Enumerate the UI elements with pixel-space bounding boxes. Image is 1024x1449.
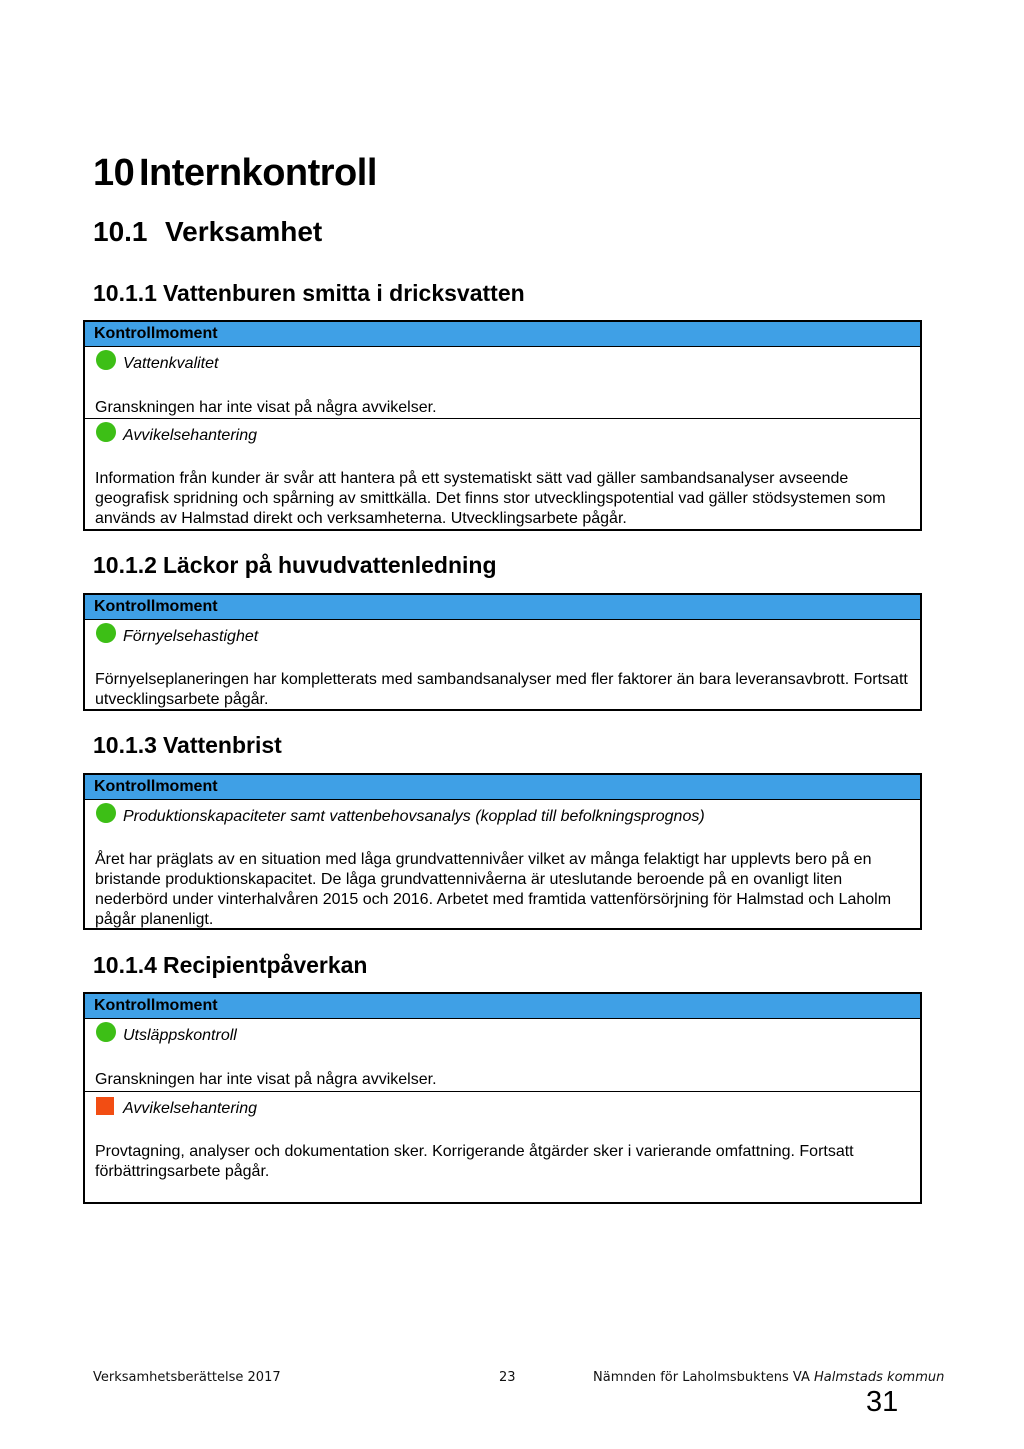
control-table <box>83 593 922 711</box>
row-title: Utsläppskontroll <box>123 1027 237 1044</box>
section-number: 10.1 <box>93 216 148 247</box>
table-row <box>85 620 920 710</box>
row-text: Året har präglats av en situation med låga grundvattennivåer vilket av många felaktigt har upplevts bero på en bristande produktionskapacitet. De låga grundvattennivåerna är uteslutande beroende på en ovanligt liten nederbörd under vinterhalvåren 2015 och 2016. Arbetet med framtida vattenförsörjning för Halmstad och Laholm pågår planenligt. <box>95 851 892 928</box>
row-title: Vattenkvalitet <box>123 355 219 372</box>
status-green-icon <box>96 422 116 442</box>
table-row <box>85 1091 920 1203</box>
subsection-title: Vattenbrist <box>162 732 282 758</box>
table-row <box>85 347 920 418</box>
chapter-number: 10 <box>93 152 135 194</box>
subsection-heading <box>93 732 282 759</box>
row-text: Provtagning, analyser och dokumentation sker. Korrigerande åtgärder sker i varierande omfattning. Fortsatt förbättringsarbete pågår. <box>95 1143 854 1180</box>
subsection-number: 10.1.2 <box>93 552 157 578</box>
chapter-title: Internkontroll <box>139 152 377 194</box>
status-green-icon <box>96 623 116 643</box>
row-text: Granskningen har inte visat på några avvikelser. <box>95 399 437 416</box>
subsection-title: Läckor på huvudvattenledning <box>162 552 497 578</box>
table-row <box>85 800 920 929</box>
row-title: Förnyelsehastighet <box>123 628 259 645</box>
status-green-icon <box>96 803 116 823</box>
control-table <box>83 773 922 930</box>
status-red-icon <box>96 1097 114 1115</box>
subsection-title: Recipientpåverkan <box>162 952 368 978</box>
row-title: Produktionskapaciteter samt vattenbehovsanalys (kopplad till befolkningsprognos) <box>123 808 705 825</box>
row-text: Information från kunder är svår att hantera på ett systematiskt sätt vad gäller sambandsanalyser avseende geografisk spridning och spårning av smittkälla. Det finns stor utvecklingspotential vad gäller stödsystemen som används av Halmstad direkt och verksamheterna. Utvecklingsarbete pågår. <box>95 470 886 527</box>
subsection-number: 10.1.3 <box>93 732 157 758</box>
row-text: Förnyelseplaneringen har kompletterats med sambandsanalyser med fler faktorer än bara leveransavbrott. Fortsatt utvecklingsarbete pågår. <box>95 671 908 708</box>
table-row <box>85 1019 920 1091</box>
table-header: Kontrollmoment <box>85 994 920 1019</box>
row-title: Avvikelsehantering <box>123 427 258 444</box>
page-number: 31 <box>866 1386 899 1418</box>
subsection-heading <box>93 280 525 307</box>
table-header: Kontrollmoment <box>85 775 920 800</box>
subsection-heading <box>93 552 497 579</box>
control-table <box>83 320 922 531</box>
table-header: Kontrollmoment <box>85 322 920 347</box>
row-text: Granskningen har inte visat på några avvikelser. <box>95 1071 437 1088</box>
subsection-number: 10.1.4 <box>93 952 157 978</box>
table-header: Kontrollmoment <box>85 595 920 620</box>
footer-page-number: 23 <box>499 1370 516 1385</box>
chapter-heading <box>93 152 377 195</box>
footer-right <box>593 1370 944 1385</box>
footer-municipality: Halmstads kommun <box>814 1370 945 1385</box>
footer-left: Verksamhetsberättelse 2017 <box>93 1370 281 1385</box>
status-green-icon <box>96 350 116 370</box>
footer-organization: Nämnden för Laholmsbuktens VA <box>593 1370 810 1385</box>
status-green-icon <box>96 1022 116 1042</box>
subsection-number: 10.1.1 <box>93 280 157 306</box>
control-table <box>83 992 922 1204</box>
section-heading <box>93 216 322 248</box>
subsection-title: Vattenburen smitta i dricksvatten <box>162 280 525 306</box>
section-title: Verksamhet <box>165 216 323 247</box>
subsection-heading <box>93 952 367 979</box>
table-row <box>85 418 920 530</box>
row-title: Avvikelsehantering <box>123 1100 258 1117</box>
